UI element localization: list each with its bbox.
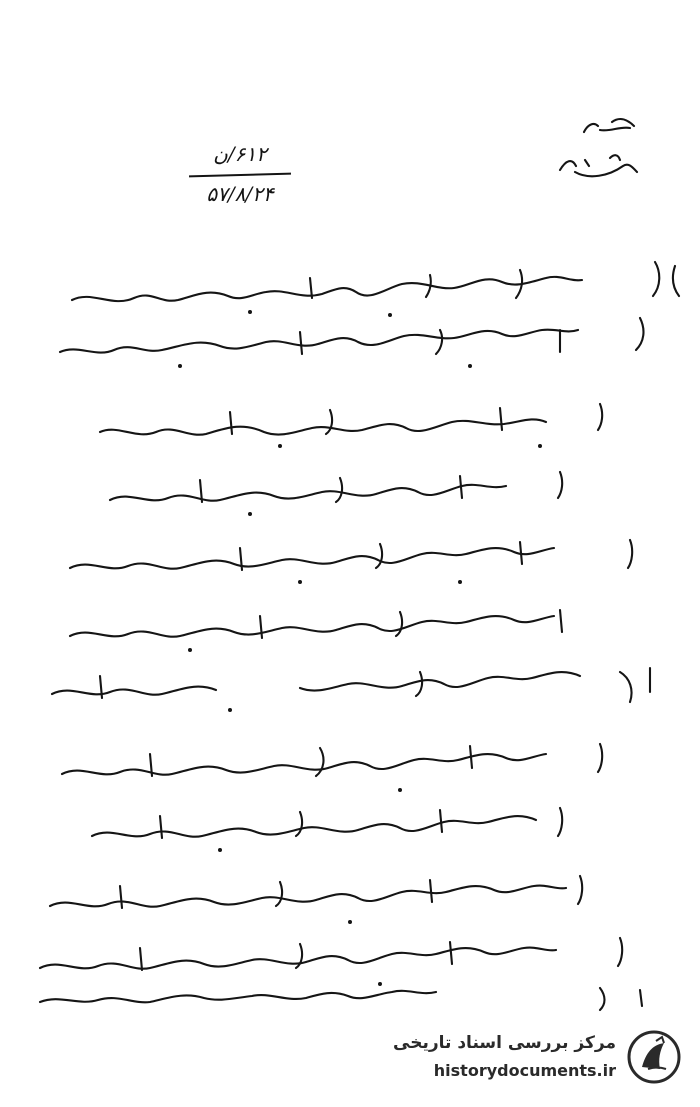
handwritten-line-10 [50,876,582,924]
handwritten-line-3 [100,404,602,448]
handwritten-line-5 [70,540,632,584]
reference-number: ۶۱۲/ن [213,142,267,166]
handwritten-line-2 [60,318,643,368]
handwritten-line-11 [40,938,622,986]
handwritten-line-4 [110,472,562,516]
watermark-title: مرکز بررسی اسناد تاریخی [393,1033,616,1053]
handwritten-line-7 [52,668,650,712]
reference-block [185,140,295,208]
reference-divider [189,173,291,178]
handwritten-line-6 [70,610,562,652]
handwritten-line-9 [92,808,562,852]
handwritten-line-8 [62,744,602,792]
reference-date: ۵۷/۸/۲۴ [206,182,274,206]
header-note [560,119,637,176]
archive-seal-icon [626,1029,682,1085]
watermark-url: historydocuments.ir [433,1061,616,1080]
watermark [372,1029,682,1089]
handwritten-line-12 [40,988,642,1010]
handwritten-line-1 [72,262,679,317]
